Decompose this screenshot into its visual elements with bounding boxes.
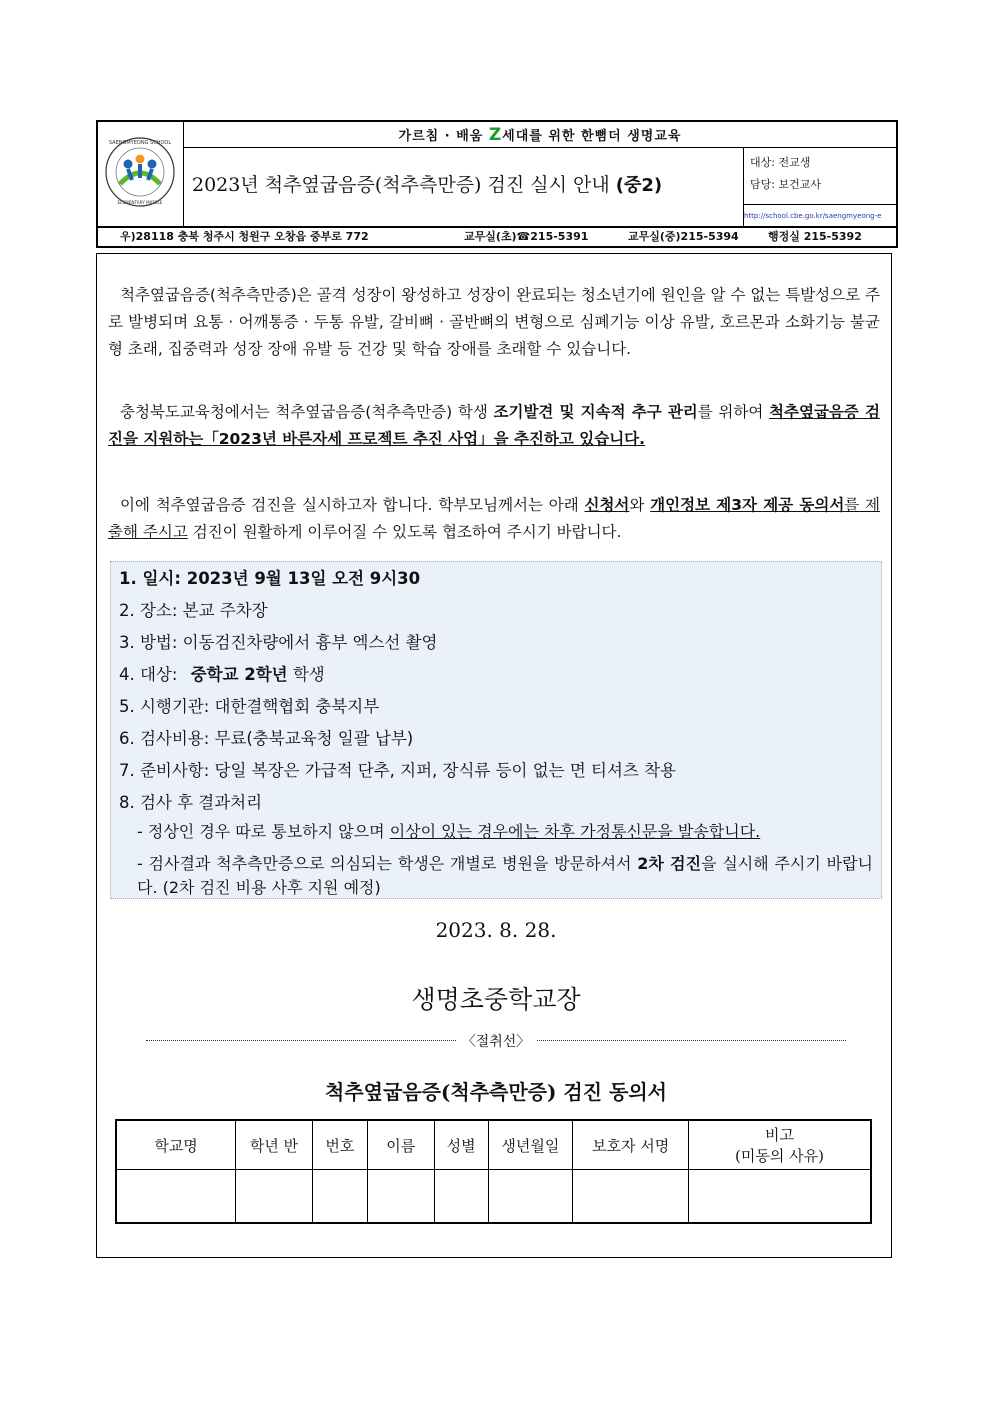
school-logo-icon	[98, 122, 182, 224]
item-target-label: 4. 대상:	[119, 665, 183, 684]
cell-school[interactable]	[116, 1170, 236, 1224]
item-date-label: 1. 일시:	[119, 569, 187, 588]
intro-paragraph-3	[108, 492, 880, 546]
office-middle: 교무실(중)215-5394	[628, 230, 739, 243]
cell-remarks[interactable]	[688, 1170, 871, 1224]
item-target	[119, 661, 325, 685]
svg-text:ELEMENTARY MIDDLE: ELEMENTARY MIDDLE	[117, 200, 163, 205]
note-2-c: 을 실시해 주시기 바랍니다. (2차 검진 비용 사후 지원 예정)	[137, 854, 873, 897]
p3-f: 검진이 원활하게 이루어질 수 있도록 협조하여 주시기 바랍니다.	[187, 523, 622, 541]
item-method: 3. 방법: 이동검진차량에서 흉부 엑스선 촬영	[119, 633, 438, 652]
result-note-1	[137, 820, 873, 844]
item-agency: 5. 시행기관: 대한결핵협회 충북지부	[119, 697, 380, 716]
item-date	[119, 565, 420, 589]
remarks-bottom: (미동의 사유)	[735, 1147, 824, 1165]
item-target-tail: 학생	[287, 665, 325, 684]
header-number: 번호	[312, 1120, 367, 1170]
table-header-row	[116, 1120, 871, 1170]
cell-number[interactable]	[312, 1170, 367, 1224]
note-1-a: - 정상인 경우 따로 통보하지 않으며	[137, 822, 390, 841]
item-cost: 6. 검사비용: 무료(충북교육청 일괄 납부)	[119, 729, 414, 748]
result-note-2	[137, 852, 873, 900]
letterhead	[96, 120, 898, 248]
title-tag: (중2)	[615, 175, 663, 196]
address: 우)28118 충북 청주시 청원구 오창읍 중부로 772	[120, 230, 369, 243]
header-gender: 성별	[434, 1120, 488, 1170]
intro-paragraph-2	[108, 399, 880, 453]
slogan-right: 세대를 위한 한뼘더 생명교육	[502, 129, 682, 144]
header-school: 학교명	[116, 1120, 236, 1170]
remarks-top: 비고	[764, 1126, 794, 1144]
office-elementary: 교무실(초)☎215-5391	[464, 230, 589, 243]
exam-details-box	[110, 561, 882, 899]
cell-guardian-signature[interactable]	[573, 1170, 689, 1224]
cell-gender[interactable]	[434, 1170, 488, 1224]
header-remarks	[688, 1120, 871, 1170]
title-main: 2023년 척추옆굽음증(척추측만증) 검진 실시 안내	[192, 174, 616, 196]
admin-office: 행정실 215-5392	[768, 230, 862, 243]
item-result-handling: 8. 검사 후 결과처리	[119, 793, 263, 812]
header-side-info	[744, 148, 896, 226]
consent-title: 척추옆굽음증(척추측만증) 검진 동의서	[325, 1080, 667, 1104]
consent-form-table	[115, 1119, 872, 1224]
p3-b: 신청서	[584, 496, 630, 514]
note-2-a: - 검사결과 척추측만증으로 의심되는 학생은 개별로 병원을 방문하셔서	[137, 854, 638, 873]
p2-c: 를 위하여	[697, 403, 770, 421]
item-date-value: 2023년 9월 13일 오전 9시30	[186, 569, 421, 588]
p3-c: 와	[629, 496, 651, 514]
note-2-b: 2차 검진	[637, 854, 702, 873]
issue-date: 2023. 8. 28.	[435, 918, 557, 942]
target-label: 대상: 전교생	[750, 156, 811, 169]
cell-birthdate[interactable]	[488, 1170, 573, 1224]
item-target-value: 중학교 2학년	[190, 665, 288, 684]
cut-label: 〈절취선〉	[456, 1031, 536, 1051]
svg-text:SAENGMYEONG SCHOOL: SAENGMYEONG SCHOOL	[108, 140, 172, 146]
table-row	[116, 1170, 871, 1224]
header-guardian-signature: 보호자 서명	[573, 1120, 689, 1170]
school-url[interactable]: http://school.cbe.go.kr/saengmyeong-e	[744, 204, 896, 227]
slogan-left: 가르침 · 배움	[398, 129, 484, 144]
header-birthdate: 생년월일	[488, 1120, 573, 1170]
document-title	[184, 148, 744, 226]
item-place: 2. 장소: 본교 주차장	[119, 601, 268, 620]
p3-d: 개인정보 제3자 제공 동의서	[650, 496, 845, 514]
p2-b: 조기발견 및 지속적 추구 관리	[493, 403, 698, 421]
charge-label: 담당: 보건교사	[750, 178, 821, 191]
item-preparation: 7. 준비사항: 당일 복장은 가급적 단추, 지퍼, 장식류 등이 없는 면 티셔츠 착용	[119, 761, 676, 780]
cell-name[interactable]	[367, 1170, 434, 1224]
intro-paragraph-1	[108, 282, 880, 363]
header-name: 이름	[367, 1120, 434, 1170]
header-grade-class: 학년 반	[236, 1120, 313, 1170]
school-logo-cell	[98, 122, 184, 226]
p2-d: 척추옆굽음증 검진을 지원하는「2023년 바른자세 프로젝트 추진 사업」을 추진하고 있습니다.	[108, 403, 880, 448]
address-row	[98, 226, 896, 246]
principal-signature: 생명초중학교장	[411, 985, 581, 1014]
slogan-z: Z	[488, 125, 503, 145]
note-1-b: 이상이 있는 경우에는 차후 가정통신문을 발송합니다.	[389, 822, 761, 841]
p3-a: 이에 척추옆굽음증 검진을 실시하고자 합니다. 학부모님께서는 아래	[120, 496, 585, 514]
intro-text-1: 척추옆굽음증(척추측만증)은 골격 성장이 왕성하고 성장이 완료되는 청소년기에 원인을 알 수 없는 특발성으로 주로 발병되며 요통 · 어깨통증 · 두통 유발, 갈비뼈 · 골반뼈의 변형으로 심폐기능 이상 유발, 호르몬과 소화기능 불균형 초래, 집중력과 성장 장애 유발 등 건강 및 학습 장애를 초래할 수 있습니다.	[108, 286, 880, 358]
cell-grade-class[interactable]	[236, 1170, 313, 1224]
slogan	[184, 122, 896, 148]
p3-e: 를 제출해 주시고	[108, 496, 880, 541]
p2-a: 충청북도교육청에서는 척추옆굽음증(척추측만증) 학생	[120, 403, 494, 421]
